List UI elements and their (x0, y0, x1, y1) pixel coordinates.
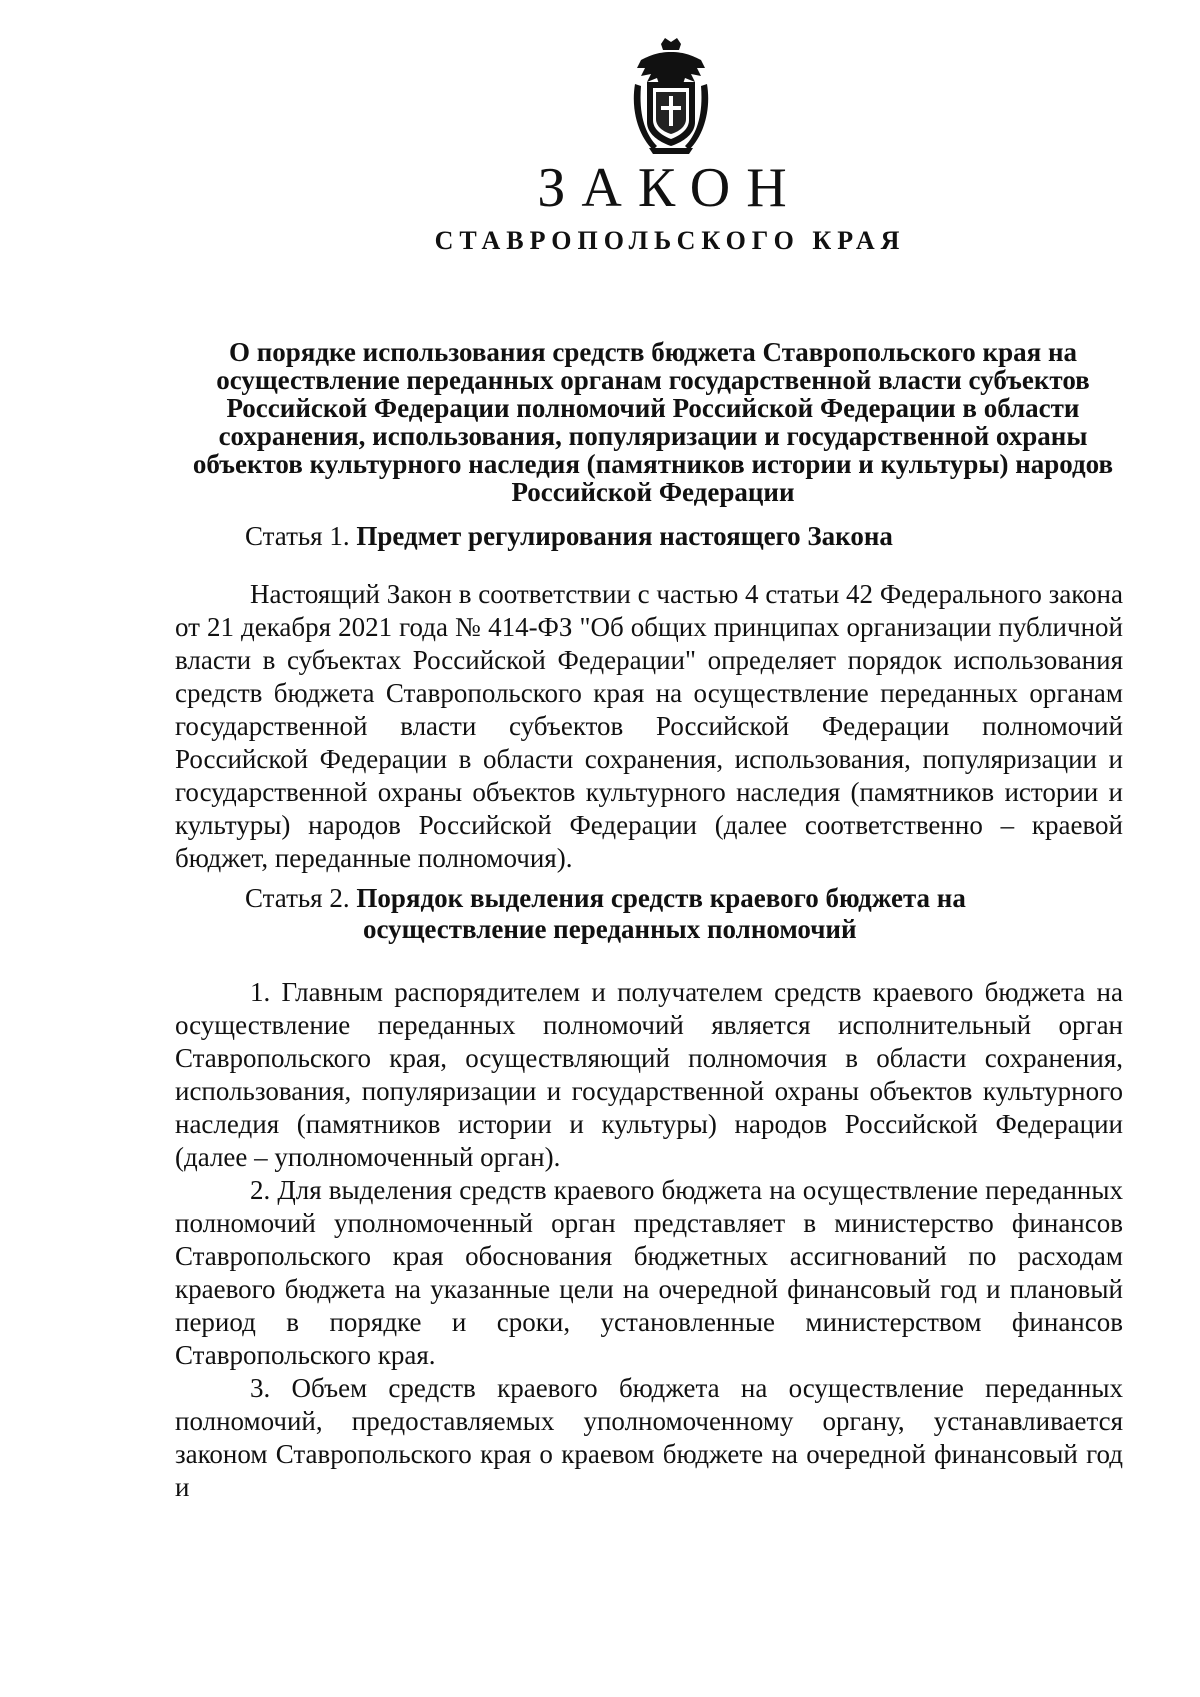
article-1-paragraph: Настоящий Закон в соответствии с частью 4 статьи 42 Федерального закона от 21 декабря 2021 года № 414-ФЗ "Об общих принципах организации публичной власти в субъектах Российской Федерации" определяет порядок использования средств бюджета Ставропольского края на осуществление переданных органам государственной власти субъектов Российской Федерации полномочий Российской Федерации в области сохранения, использования, популяризации и государственной охраны объектов культурного наследия (памятников истории и культуры) народов Российской Федерации (далее соответственно – краевой бюджет, переданные полномочия). (175, 579, 1123, 873)
law-title: О порядке использования средств бюджета Ставропольского края на осуществление переданных органам государственной власти субъектов Российской Федерации полномочий Российской Федерации в области сохранения, использования, популяризации и государственной охраны объектов культурного наследия (памятников истории и культуры) народов Российской Федерации (192, 337, 1114, 507)
article-2-paragraph-1: 1. Главным распорядителем и получателем средств краевого бюджета на осуществление переданных полномочий является исполнительный орган Ставропольского края, осуществляющий полномочия в области сохранения, использования, популяризации и государственной охраны объектов культурного наследия (памятников истории и культуры) народов Российской Федерации (далее – уполномоченный орган). (175, 977, 1123, 1172)
article-1-heading (245, 521, 893, 552)
article-2-label: Статья 2. (245, 883, 350, 913)
article-2-paragraph-2: 2. Для выделения средств краевого бюджета на осуществление переданных полномочий уполномоченный орган представляет в министерство финансов Ставропольского края обоснования бюджетных ассигнований по расходам краевого бюджета на указанные цели на очередной финансовый год и плановый период в порядке и сроки, установленные министерством финансов Ставропольского края. (175, 1175, 1123, 1370)
article-2-heading (245, 883, 966, 945)
article-2-paragraph-3: 3. Объем средств краевого бюджета на осуществление переданных полномочий, предоставляемых уполномоченному органу, устанавливается законом Ставропольского края о краевом бюджете на очередной финансовый год и (175, 1373, 1123, 1502)
article-2-title: Порядок выделения средств краевого бюджета на (356, 883, 966, 913)
region-heading: СТАВРОПОЛЬСКОГО КРАЯ (434, 226, 906, 255)
coat-of-arms-icon (627, 38, 715, 156)
document-type-heading: ЗАКОН (537, 157, 803, 219)
article-2-title-line2: осуществление переданных полномочий (363, 914, 857, 944)
article-1-label: Статья 1. (245, 521, 350, 551)
article-1-title: Предмет регулирования настоящего Закона (356, 521, 893, 551)
